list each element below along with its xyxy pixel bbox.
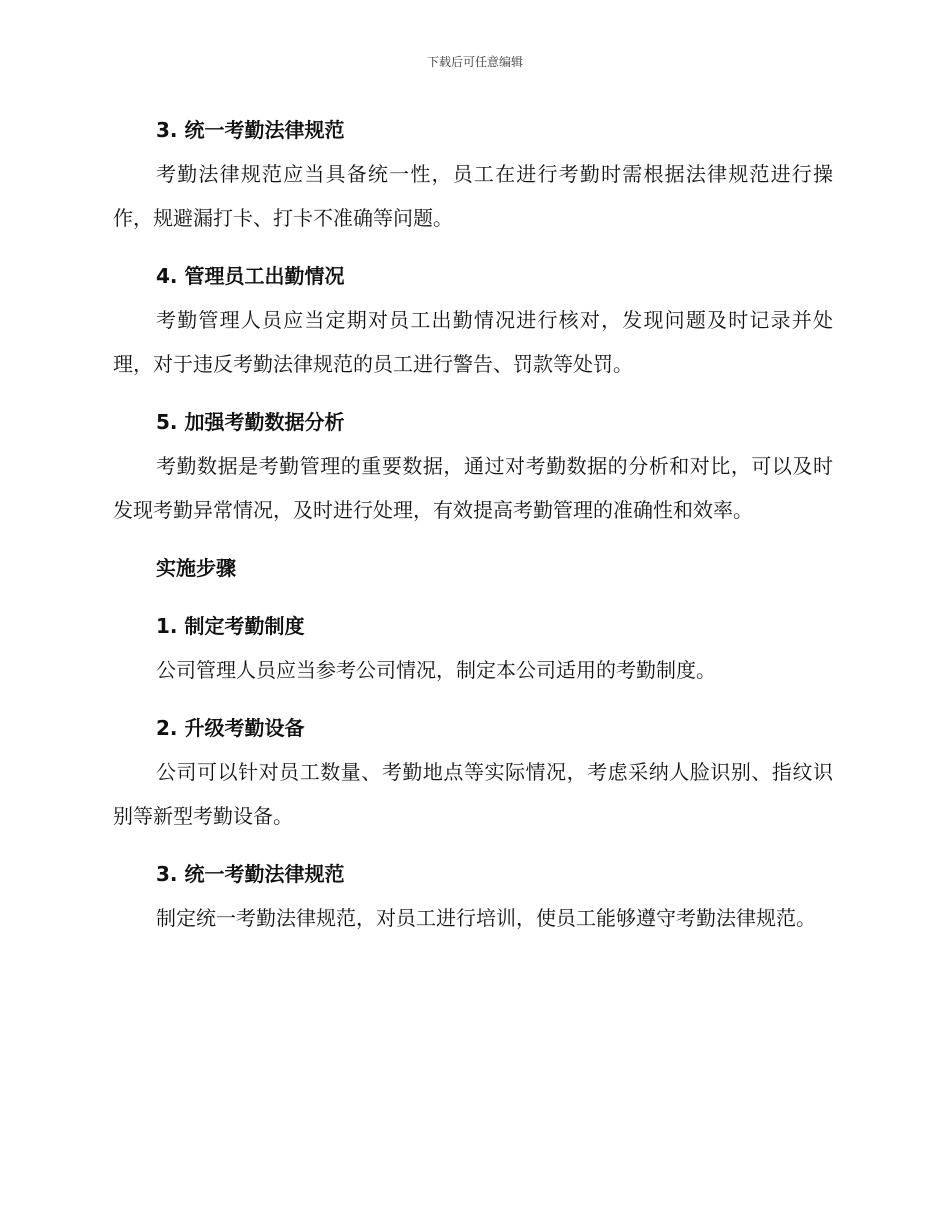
page-header-note: 下载后可任意编辑 xyxy=(426,55,523,69)
section-heading-4-manage-attendance: 4. 管理员工出勤情况 xyxy=(156,264,345,288)
section-heading-implementation-steps: 实施步骤 xyxy=(156,556,236,580)
step-body-1-make-system: 公司管理人员应当参考公司情况，制定本公司适用的考勤制度。 xyxy=(156,658,716,682)
step-heading-2-upgrade-devices: 2. 升级考勤设备 xyxy=(156,716,305,740)
step-heading-3-unify-law: 3. 统一考勤法律规范 xyxy=(156,862,345,886)
section-heading-5-data-analysis: 5. 加强考勤数据分析 xyxy=(156,410,345,434)
step-body-2-upgrade-devices: 公司可以针对员工数量、考勤地点等实际情况，考虑采纳人脸识别、指纹识别等新型考勤设备。 xyxy=(113,760,833,828)
step-body-3-unify-law: 制定统一考勤法律规范，对员工进行培训，使员工能够遵守考勤法律规范。 xyxy=(156,906,816,930)
section-heading-3-unify-law: 3. 统一考勤法律规范 xyxy=(156,118,345,142)
document-body xyxy=(113,108,833,954)
step-heading-1-make-system: 1. 制定考勤制度 xyxy=(156,614,305,638)
section-body-4-manage-attendance: 考勤管理人员应当定期对员工出勤情况进行核对，发现问题及时记录并处理，对于违反考勤法律规范的员工进行警告、罚款等处罚。 xyxy=(113,308,833,376)
section-body-5-data-analysis: 考勤数据是考勤管理的重要数据，通过对考勤数据的分析和对比，可以及时发现考勤异常情况，及时进行处理，有效提高考勤管理的准确性和效率。 xyxy=(113,454,833,522)
section-body-3-unify-law: 考勤法律规范应当具备统一性，员工在进行考勤时需根据法律规范进行操作，规避漏打卡、打卡不准确等问题。 xyxy=(113,162,833,230)
